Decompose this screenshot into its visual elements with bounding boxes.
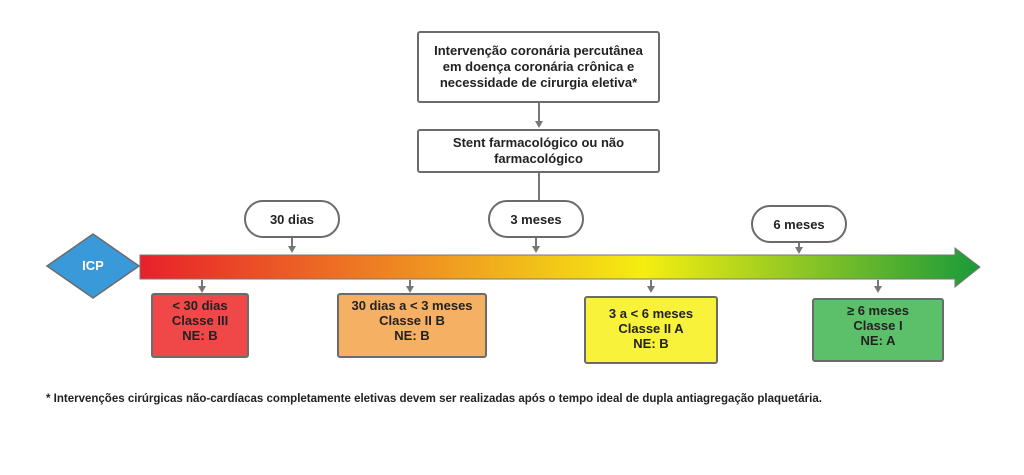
class-iia-box (584, 296, 718, 364)
timeline-bar (140, 248, 980, 287)
stent-box-line-2: farmacológico (494, 151, 583, 166)
marker-30-dias-label: 30 dias (269, 211, 315, 227)
connector-class-iib-arrowhead (406, 286, 414, 293)
class-iia-class: Classe II A (618, 321, 684, 336)
class-iib-class: Classe II B (379, 313, 445, 328)
top-box-line-3: necessidade de cirurgia eletiva* (439, 75, 638, 90)
class-i-box (812, 298, 944, 362)
class-iib-period: 30 dias a < 3 meses (351, 298, 473, 313)
class-i-class: Classe I (853, 318, 903, 333)
class-iii-box (151, 293, 249, 358)
class-iii-period: < 30 dias (172, 298, 228, 313)
connector-class-iia-arrowhead (647, 286, 655, 293)
marker-3-meses-label: 3 meses (510, 211, 562, 227)
top-box-line-2: em doença coronária crônica e (442, 59, 635, 74)
connector-class-i-arrowhead (874, 286, 882, 293)
class-iii-ne: NE: B (182, 328, 218, 343)
class-iib-ne: NE: B (394, 328, 430, 343)
icp-label: ICP (82, 258, 104, 273)
marker-6-meses-label: 6 meses (773, 216, 825, 232)
icp-node (45, 232, 141, 300)
class-iib-box (337, 293, 487, 358)
top-box-line-1: Intervenção coronária percutânea (434, 43, 643, 58)
stent-box-line-1: Stent farmacológico ou não (452, 135, 625, 150)
class-i-ne: NE: A (860, 333, 896, 348)
connector-class-iii-arrowhead (198, 286, 206, 293)
class-iii-class: Classe III (171, 313, 229, 328)
footnote: * Intervenções cirúrgicas não-cardíacas completamente eletivas devem ser realizadas após o tempo ideal de dupla antiagregação plaquetária. (46, 393, 822, 405)
class-iia-ne: NE: B (633, 336, 669, 351)
class-iia-period: 3 a < 6 meses (608, 306, 694, 321)
class-i-period: ≥ 6 meses (846, 303, 910, 318)
